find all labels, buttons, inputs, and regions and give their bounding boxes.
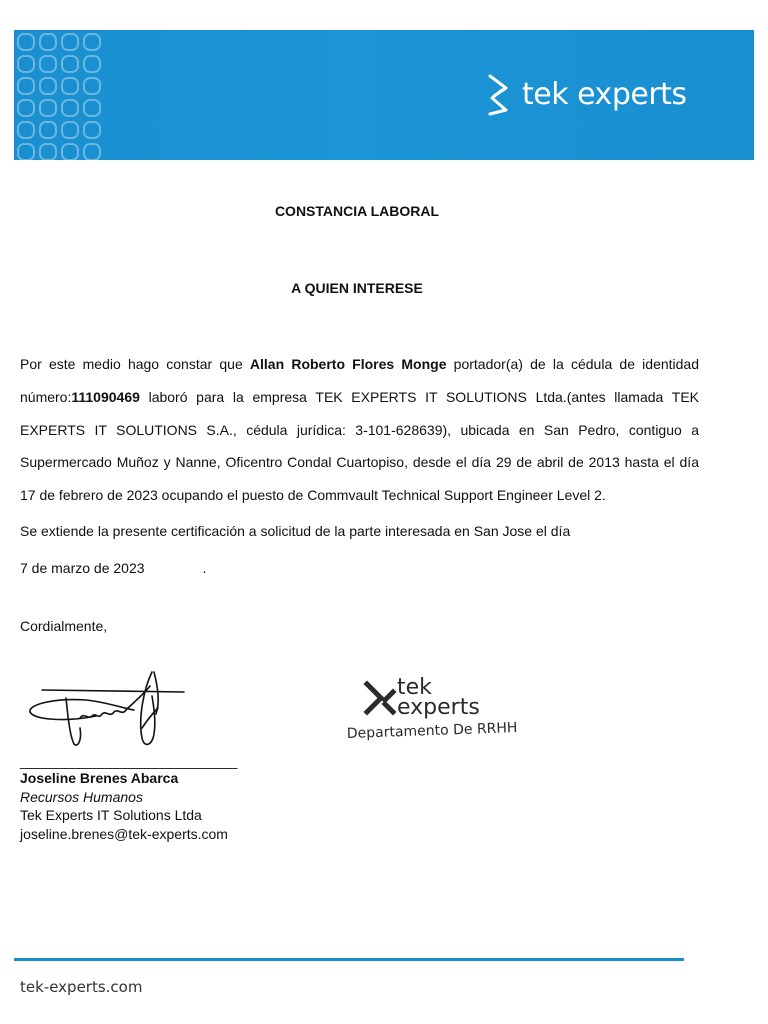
stamp-department: Departamento De RRHH xyxy=(346,720,518,742)
certification-paragraph xyxy=(20,348,699,512)
hr-department-stamp xyxy=(345,672,545,752)
header-banner xyxy=(14,30,754,160)
signer-email: joseline.brenes@tek-experts.com xyxy=(20,825,228,842)
paragraph-text-2: portador(a) de la cédula de identidad número: xyxy=(20,356,699,405)
signer-block xyxy=(20,769,228,843)
brand-logo xyxy=(484,72,687,116)
signer-name: Joseline Brenes Abarca xyxy=(20,770,179,786)
employee-name: Allan Roberto Flores Monge xyxy=(249,356,447,372)
tek-experts-chevron-icon xyxy=(484,72,514,116)
banner-pattern-decoration xyxy=(14,30,104,160)
brand-name: tek experts xyxy=(522,76,687,112)
issue-date-line xyxy=(20,560,206,576)
footer-divider xyxy=(14,958,684,961)
stamp-experts: experts xyxy=(397,695,480,720)
handwritten-signature xyxy=(26,668,201,750)
footer-website: tek-experts.com xyxy=(20,978,143,996)
id-number: 111090469 xyxy=(71,388,140,405)
closing: Cordialmente, xyxy=(20,618,108,634)
document-title: CONSTANCIA LABORAL xyxy=(274,203,440,219)
certification-line: Se extiende la presente certificación a solicitud de la parte interesada en San Jose el día xyxy=(20,523,571,539)
salutation: A QUIEN INTERESE xyxy=(291,280,423,296)
paragraph-text-3: laboró para la empresa TEK EXPERTS IT SOLUTIONS Ltda.(antes llamada TEK EXPERTS IT SOLUTIONS S.A., cédula jurídica: 3-101-628639), ubicada en San Pedro, contiguo a Supermercado Muñoz y Nanne, Oficentro Condal Cuartopiso, desde el día 29 de abril de 2013 hasta el día 17 de febrero de 2023 ocupando el puesto de Commvault Technical Support Engineer Level 2. xyxy=(20,388,699,504)
paragraph-text-1: Por este medio hago constar que xyxy=(20,356,250,372)
signer-role: Recursos Humanos xyxy=(20,788,143,805)
date-trailing: . xyxy=(202,560,207,576)
signature-line: _____________________________ xyxy=(20,753,238,769)
stamp-tek: tek xyxy=(397,675,432,700)
signer-company: Tek Experts IT Solutions Ltda xyxy=(20,807,202,823)
issue-date: 7 de marzo de 2023 xyxy=(20,560,145,576)
